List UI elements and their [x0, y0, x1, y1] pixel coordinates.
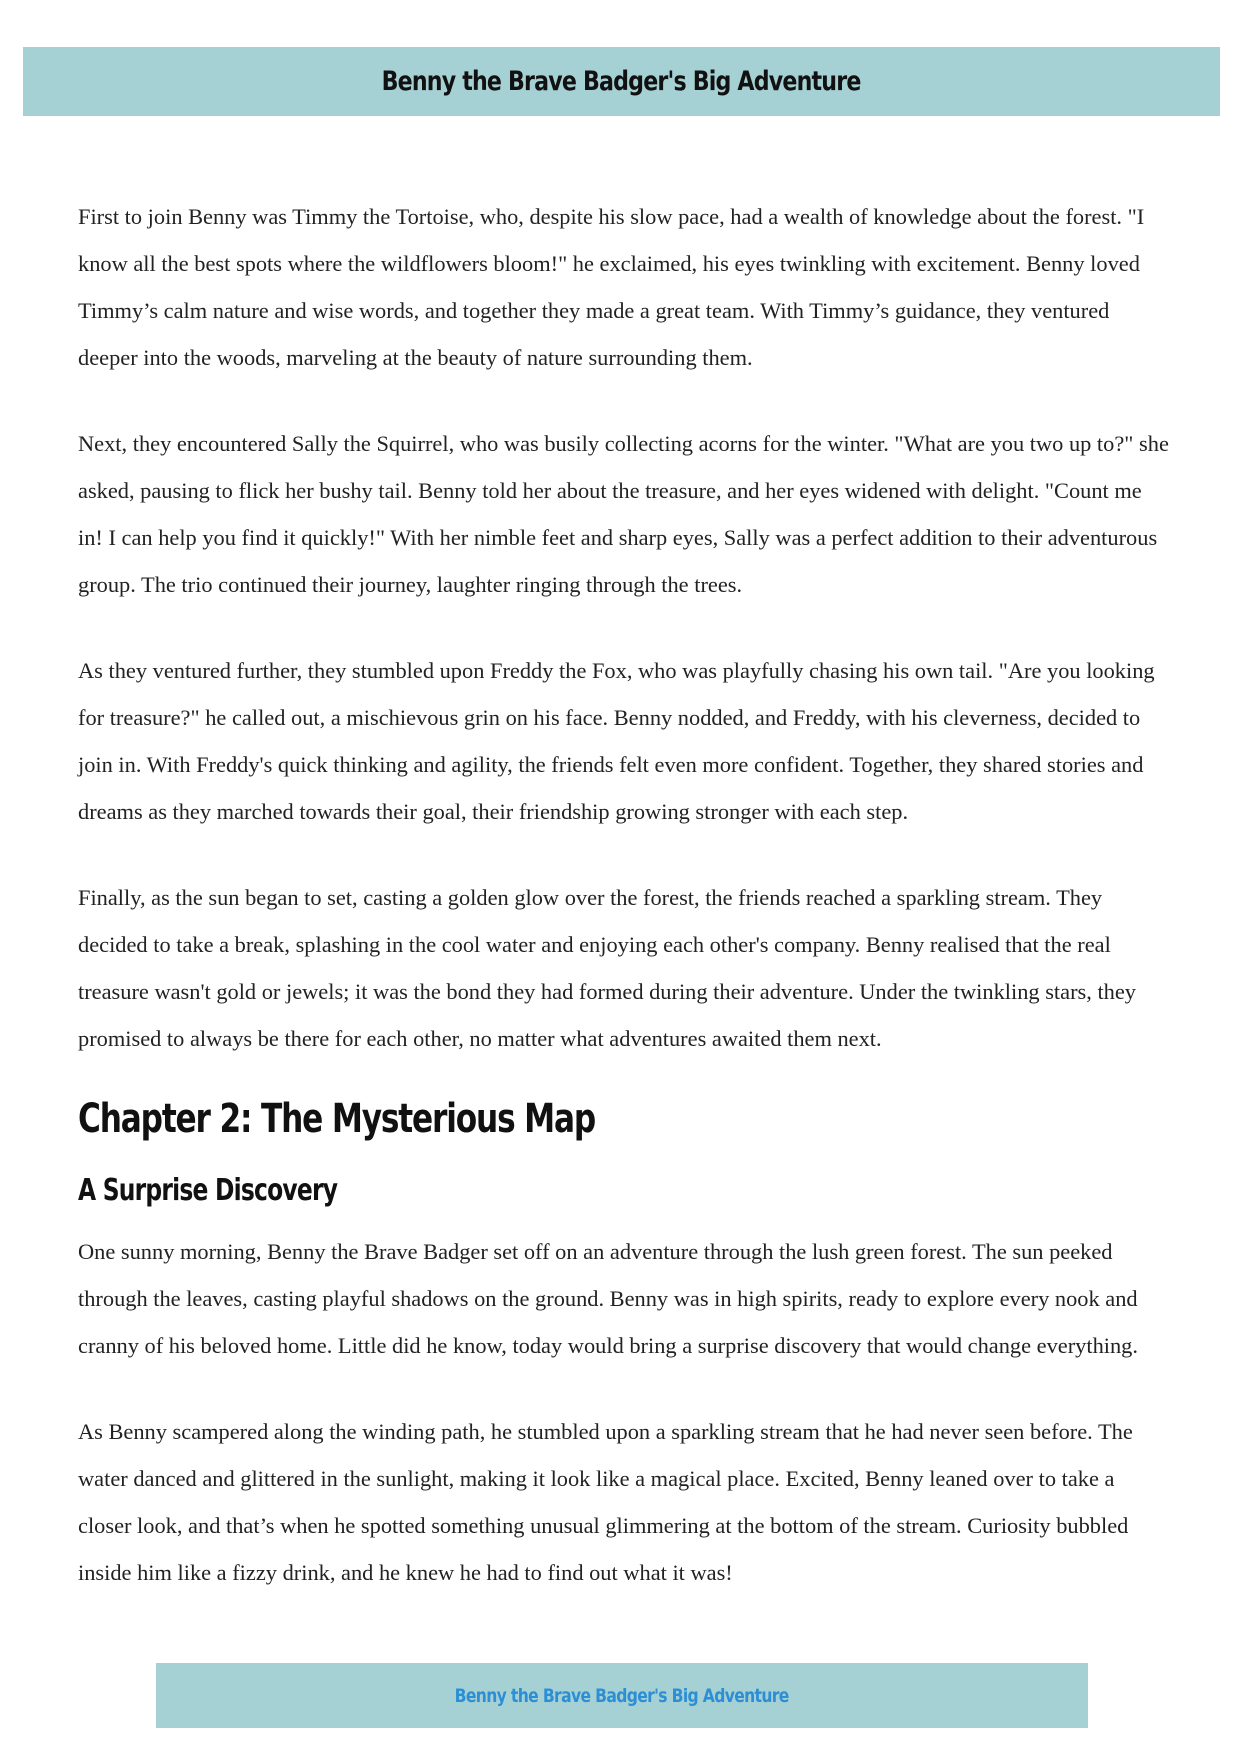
main-content — [78, 193, 1170, 1635]
section-title: A Surprise Discovery — [78, 1173, 338, 1208]
paragraph-stream: As Benny scampered along the winding path, he stumbled upon a sparkling stream that he had never seen before. The water danced and glittered in the sunlight, making it look like a magical place. Excited, Benny leaned over to take a closer look, and that’s when he spotted something unusual glimmering at the bottom of the stream. Curiosity bubbled inside him like a fizzy drink, and he knew he had to find out what it was! — [78, 1419, 1133, 1585]
paragraph-timmy: First to join Benny was Timmy the Tortoise, who, despite his slow pace, had a wealth of knowledge about the forest. "I know all the best spots where the wildflowers bloom!" he exclaimed, his eyes twinkling with excitement. Benny loved Timmy’s calm nature and wise words, and together they made a great team. With Timmy’s guidance, they ventured deeper into the woods, marveling at the beauty of nature surrounding them. — [78, 204, 1145, 370]
paragraph-sunset: Finally, as the sun began to set, casting a golden glow over the forest, the friends reached a sparkling stream. They decided to take a break, splashing in the cool water and enjoying each other's company. Benny realised that the real treasure wasn't gold or jewels; it was the bond they had formed during their adventure. Under the twinkling stars, they promised to always be there for each other, no matter what adventures awaited them next. — [78, 885, 1136, 1051]
chapter-title: Chapter 2: The Mysterious Map — [78, 1096, 596, 1142]
paragraph-sally: Next, they encountered Sally the Squirrel, who was busily collecting acorns for the winter. "What are you two up to?" she asked, pausing to flick her bushy tail. Benny told her about the treasure, and her eyes widened with delight. "Count me in! I can help you find it quickly!" With her nimble feet and sharp eyes, Sally was a perfect addition to their adventurous group. The trio continued their journey, laughter ringing through the trees. — [78, 431, 1169, 597]
header-title: Benny the Brave Badger's Big Adventure — [382, 66, 861, 97]
footer-title: Benny the Brave Badger's Big Adventure — [454, 1684, 790, 1707]
paragraph-freddy: As they ventured further, they stumbled upon Freddy the Fox, who was playfully chasing his own tail. "Are you looking for treasure?" he called out, a mischievous grin on his face. Benny nodded, and Freddy, with his cleverness, decided to join in. With Freddy's quick thinking and agility, the friends felt even more confident. Together, they shared stories and dreams as they marched towards their goal, their friendship growing stronger with each step. — [78, 658, 1155, 824]
paragraph-sunny-morning: One sunny morning, Benny the Brave Badger set off on an adventure through the lush green forest. The sun peeked through the leaves, casting playful shadows on the ground. Benny was in high spirits, ready to explore every nook and cranny of his beloved home. Little did he know, today would bring a surprise discovery that would change everything. — [78, 1239, 1138, 1358]
page-footer-banner — [156, 1663, 1088, 1728]
page-header-banner — [23, 47, 1220, 116]
